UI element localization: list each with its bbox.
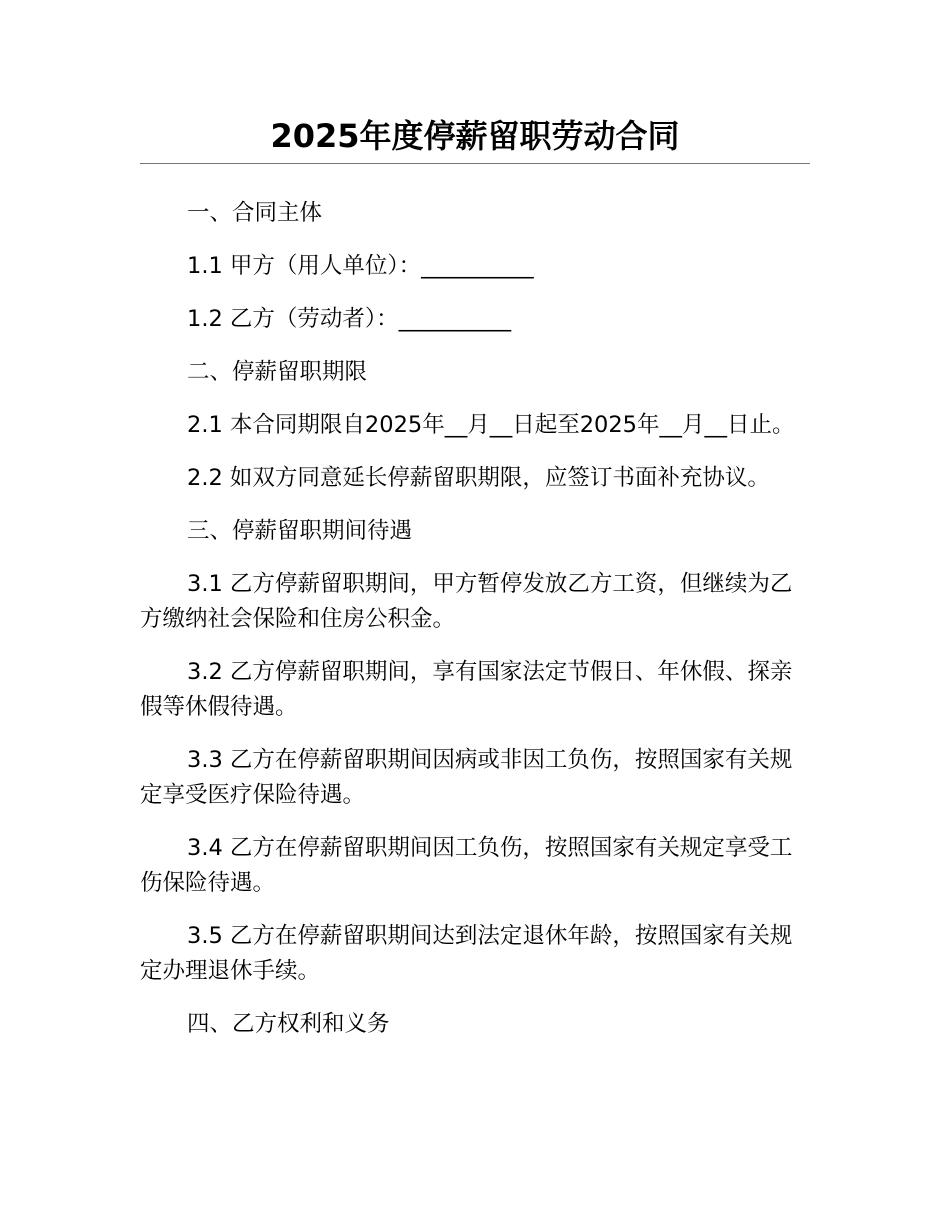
clause-2-2: 2.2 如双方同意延长停薪留职期限，应签订书面补充协议。 — [187, 465, 770, 491]
clause-1-1: 1.1 甲方（用人单位）：__________ — [187, 253, 534, 279]
clause-3-2: 3.2 乙方停薪留职期间，享有国家法定节假日、年休假、探亲假等休假待遇。 — [140, 659, 793, 720]
section-heading-1: 一、合同主体 — [187, 200, 323, 226]
document-body — [140, 196, 812, 1060]
section-heading-3: 三、停薪留职期间待遇 — [187, 518, 413, 544]
title-divider — [140, 163, 810, 164]
clause-3-4: 3.4 乙方在停薪留职期间因工负伤，按照国家有关规定享受工伤保险待遇。 — [140, 835, 793, 896]
document-title: 2025年度停薪留职劳动合同 — [270, 117, 680, 155]
section-heading-4: 四、乙方权利和义务 — [187, 1011, 390, 1037]
clause-3-5: 3.5 乙方在停薪留职期间达到法定退休年龄，按照国家有关规定办理退休手续。 — [140, 923, 793, 984]
clause-3-1: 3.1 乙方停薪留职期间，甲方暂停发放乙方工资，但继续为乙方缴纳社会保险和住房公积金。 — [140, 571, 793, 632]
clause-1-2: 1.2 乙方（劳动者）：__________ — [187, 306, 512, 332]
section-heading-2: 二、停薪留职期限 — [187, 359, 368, 385]
clause-3-3: 3.3 乙方在停薪留职期间因病或非因工负伤，按照国家有关规定享受医疗保险待遇。 — [140, 747, 793, 808]
clause-2-1: 2.1 本合同期限自2025年__月__日起至2025年__月__日止。 — [187, 412, 795, 438]
